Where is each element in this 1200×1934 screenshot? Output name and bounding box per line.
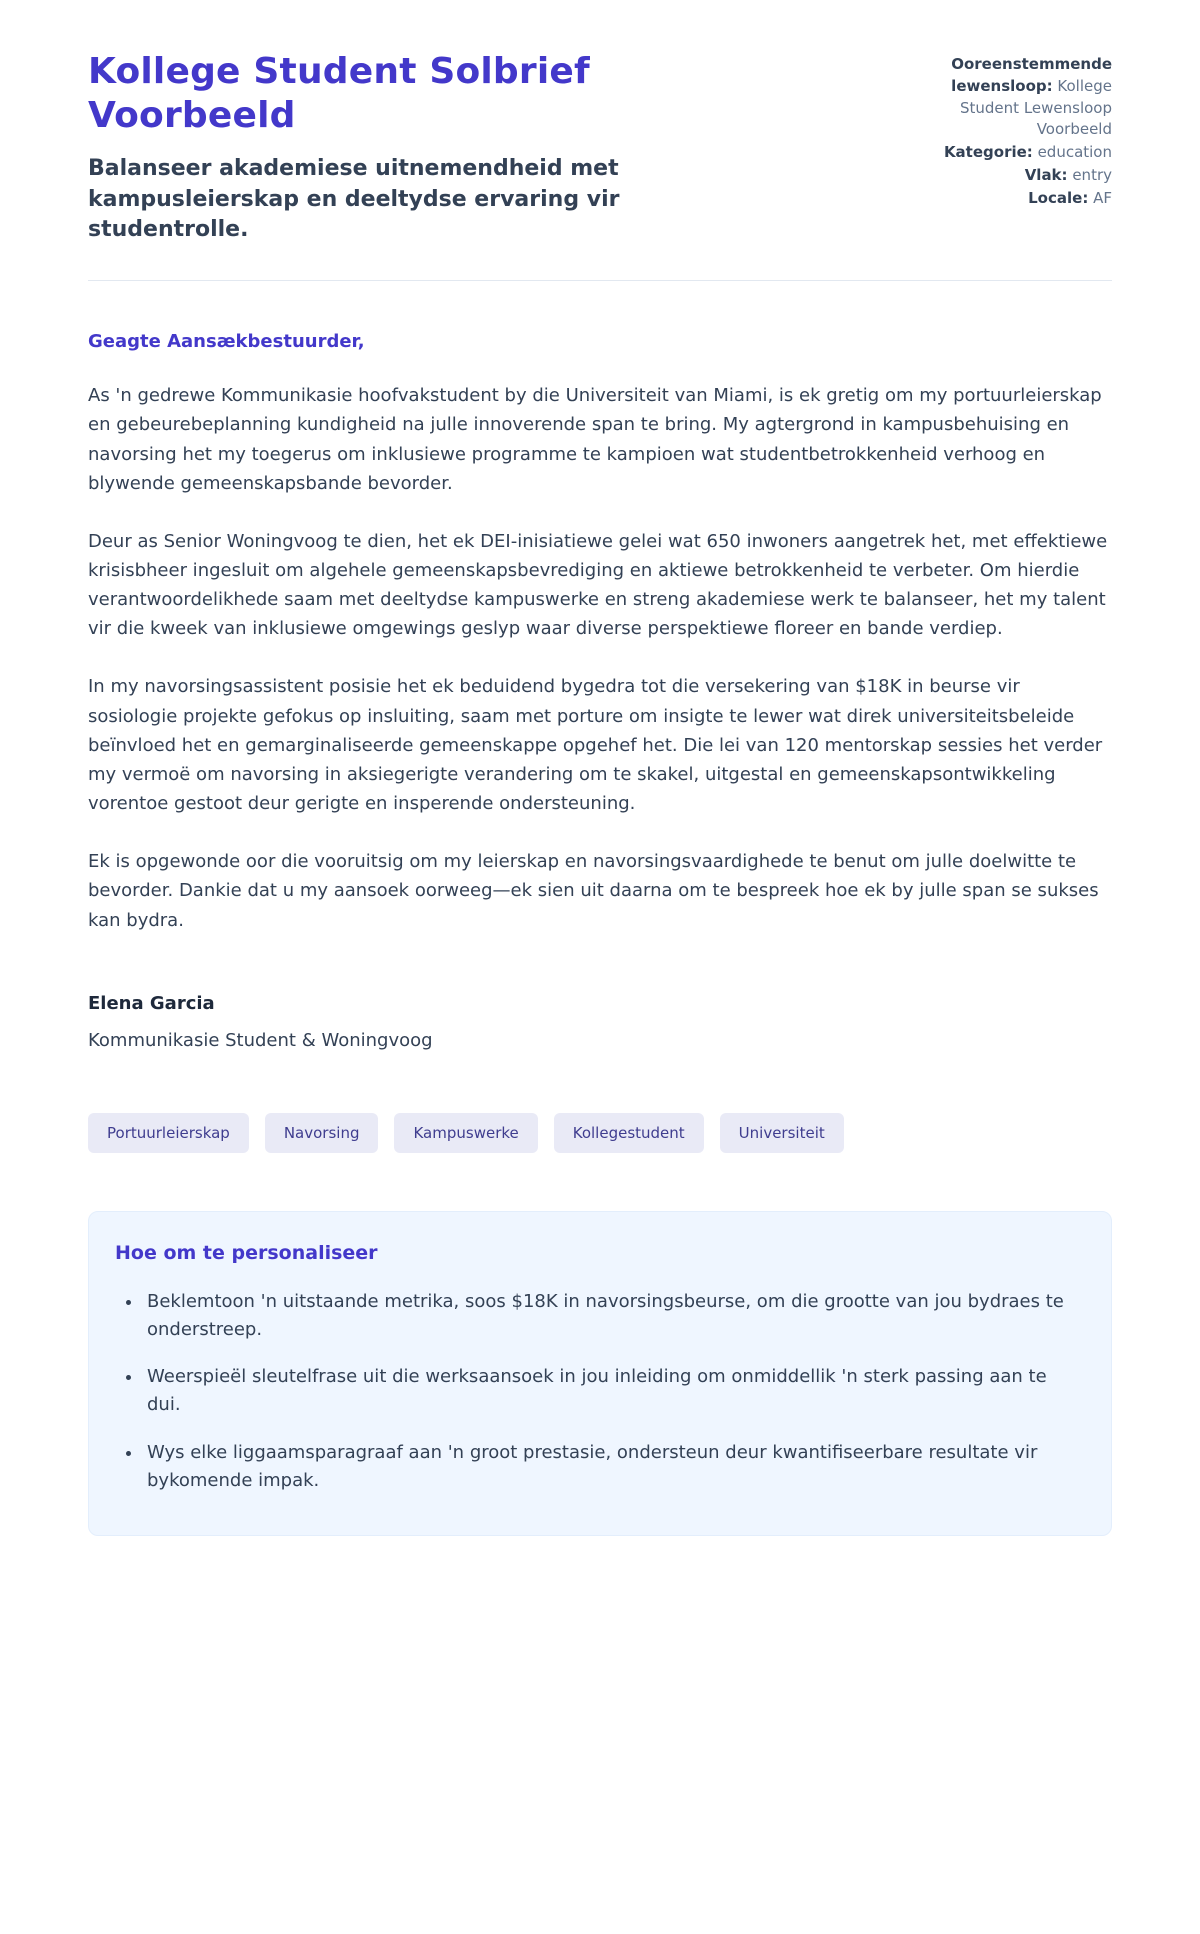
- letter-paragraph-2: Deur as Senior Woningvoog te dien, het ek DEI-inisiatiewe gelei wat 650 inwoners aangetrek het, met effektiewe krisisbheer ingesluit om algehele gemeenskapsbevrediging en aktiewe betrokkenheid te verbeter. Om hierdie verantwoordelikhede saam met deeltydse kampuswerke en streng akademiese werk te balanseer, het my talent vir die kweek van inklusiewe omgewings geslyp waar diverse perspektiewe floreer en bande verdiep.: [88, 530, 1108, 640]
- meta-panel: [890, 50, 1112, 210]
- meta-category-label: Kategorie:: [943, 143, 1033, 161]
- tag-list: [88, 1113, 1112, 1153]
- page-subtitle: Balanseer akademiese uitnemendheid met kampusleierskap en deeltydse ervaring vir studentrolle.: [88, 155, 620, 243]
- tip-item: • Beklemtoon 'n uitstaande metrika, soos $18K in navorsingsbeurse, om die grootte van jou bydraes te onderstreep.: [143, 1288, 1083, 1344]
- header: [88, 50, 1112, 246]
- letter-paragraph-4: Ek is opgewonde oor die vooruitsig om my leierskap en navorsingsvaardighede te benut om julle doelwitte te bevorder. Dankie dat u my aansoek oorweeg—ek sien uit daarna om te bespreek hoe ek by julle span se sukses kan bydra.: [88, 851, 1099, 931]
- meta-level: [890, 165, 1112, 187]
- tag-kollegestudent[interactable]: Kollegestudent: [554, 1113, 704, 1153]
- header-left: [88, 50, 688, 246]
- signature-role: Kommunikasie Student & Woningvoog: [88, 1029, 433, 1051]
- tag-kampuswerke[interactable]: Kampuswerke: [394, 1113, 537, 1153]
- personalization-tips-box: [88, 1211, 1112, 1536]
- tag-universiteit[interactable]: Universiteit: [720, 1113, 844, 1153]
- meta-matching-resume: [890, 54, 1112, 141]
- meta-level-value: entry: [1072, 165, 1112, 184]
- letter-greeting: Geagte Aansækbestuurder,: [88, 331, 365, 353]
- letter-body: [88, 331, 1112, 1536]
- meta-locale-label: Locale:: [1028, 188, 1089, 207]
- meta-locale: [890, 188, 1112, 210]
- meta-level-label: Vlak:: [1024, 165, 1068, 184]
- tip-item: • Wys elke liggaamsparagraaf aan 'n groot prestasie, ondersteun deur kwantifiseerbare resultate vir bykomende impak.: [143, 1439, 1083, 1495]
- meta-locale-value: AF: [1093, 188, 1112, 207]
- signature-name: Elena Garcia: [88, 992, 215, 1014]
- meta-category: [890, 142, 1112, 164]
- letter-paragraph-3: In my navorsingsassistent posisie het ek beduidend bygedra tot die versekering van $18K in beurse vir sosiologie projekte gefokus op insluiting, saam met porture om insigte te lewer wat direk universiteitsbeleide beïnvloed het en gemarginaliseerde gemeenskappe opgehef het. Die lei van 120 mentorskap sessies het verder my vermoë om navorsing in aksiegerigte verandering om te skakel, uitgestal en gemeenskapsontwikkeling vorentoe gestoot deur gerigte en insperende ondersteuning.: [88, 676, 1103, 815]
- header-divider: [88, 280, 1112, 281]
- tag-navorsing[interactable]: Navorsing: [265, 1113, 379, 1153]
- tag-portuurleierskap[interactable]: Portuurleierskap: [88, 1113, 249, 1153]
- tip-item: • Weerspieël sleutelfrase uit die werksaansoek in jou inleiding om onmiddellik 'n sterk passing aan te dui.: [143, 1363, 1083, 1419]
- tips-list: [143, 1288, 1083, 1495]
- meta-category-value: education: [1037, 143, 1112, 161]
- meta-matching-resume-label: Ooreenstemmende lewensloop:: [951, 55, 1112, 95]
- tips-title: Hoe om te personaliseer: [115, 1241, 378, 1264]
- page-title: Kollege Student Solbrief Voorbeeld: [88, 51, 590, 136]
- letter-paragraph-1: As 'n gedrewe Kommunikasie hoofvakstudent by die Universiteit van Miami, is ek gretig om my portuurleierskap en gebeurebeplanning kundigheid na julle innoverende span te bring. My agtergrond in kampusbehuising en navorsing het my toegerus om inklusiewe programme te kampioen wat studentbetrokkenheid verhoog en blywende gemeenskapsbande bevorder.: [88, 385, 1102, 494]
- meta-matching-resume-value: Kollege Student Lewensloop Voorbeeld: [960, 76, 1112, 139]
